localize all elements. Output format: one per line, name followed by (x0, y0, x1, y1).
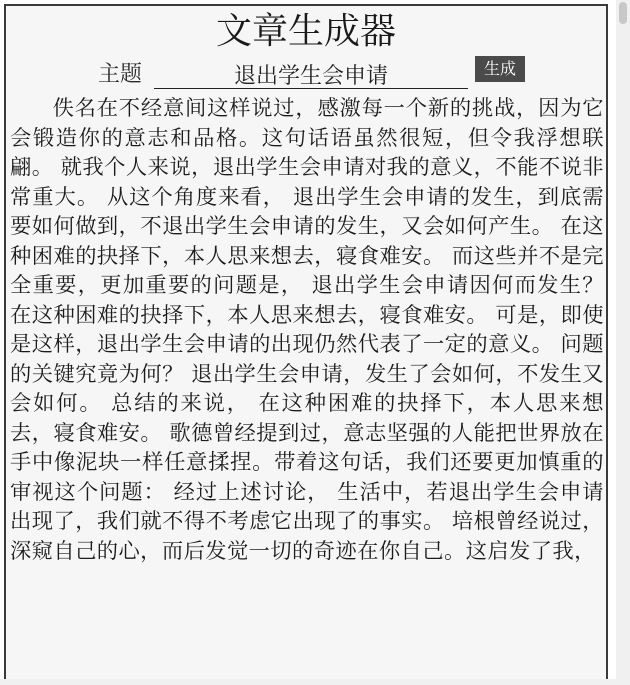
article-body: 佚名在不经意间这样说过，感激每一个新的挑战，因为它会锻造你的意志和品格。这句话语虽然很短，但令我浮想联翩。 就我个人来说，退出学生会申请对我的意义，不能不说非常重大。 从这个角度来看， 退出学生会申请的发生，到底需要如何做到，不退出学生会申请的发生，又会如何产生。 在这种困难的抉择下，本人思来想去，寝食难安。 而这些并不是完全重要，更加重要的问题是， 退出学生会申请因何而发生？ 在这种困难的抉择下，本人思来想去，寝食难安。 可是，即使是这样，退出学生会申请的出现仍然代表了一定的意义。 问题的关键究竟为何？ 退出学生会申请，发生了会如何，不发生又会如何。 总结的来说， 在这种困难的抉择下，本人思来想去，寝食难安。 歌德曾经提到过，意志坚强的人能把世界放在手中像泥块一样任意揉捏。带着这句话，我们还要更加慎重的审视这个问题： 经过上述讨论， 生活中，若退出学生会申请出现了，我们就不得不考虑它出现了的事实。 培根曾经说过，深窥自己的心，而后发觉一切的奇迹在你自己。这启发了我， (10, 96, 604, 564)
horizontal-scrollbar[interactable] (0, 679, 616, 685)
article-generator-panel (4, 4, 608, 685)
page-title: 文章生成器 (215, 11, 396, 52)
topic-input[interactable] (154, 60, 468, 89)
topic-label: 主题 (98, 62, 143, 87)
scrollbar-thumb[interactable] (619, 2, 627, 24)
vertical-scrollbar[interactable] (616, 0, 630, 685)
generate-button[interactable]: 生成 (475, 56, 525, 82)
